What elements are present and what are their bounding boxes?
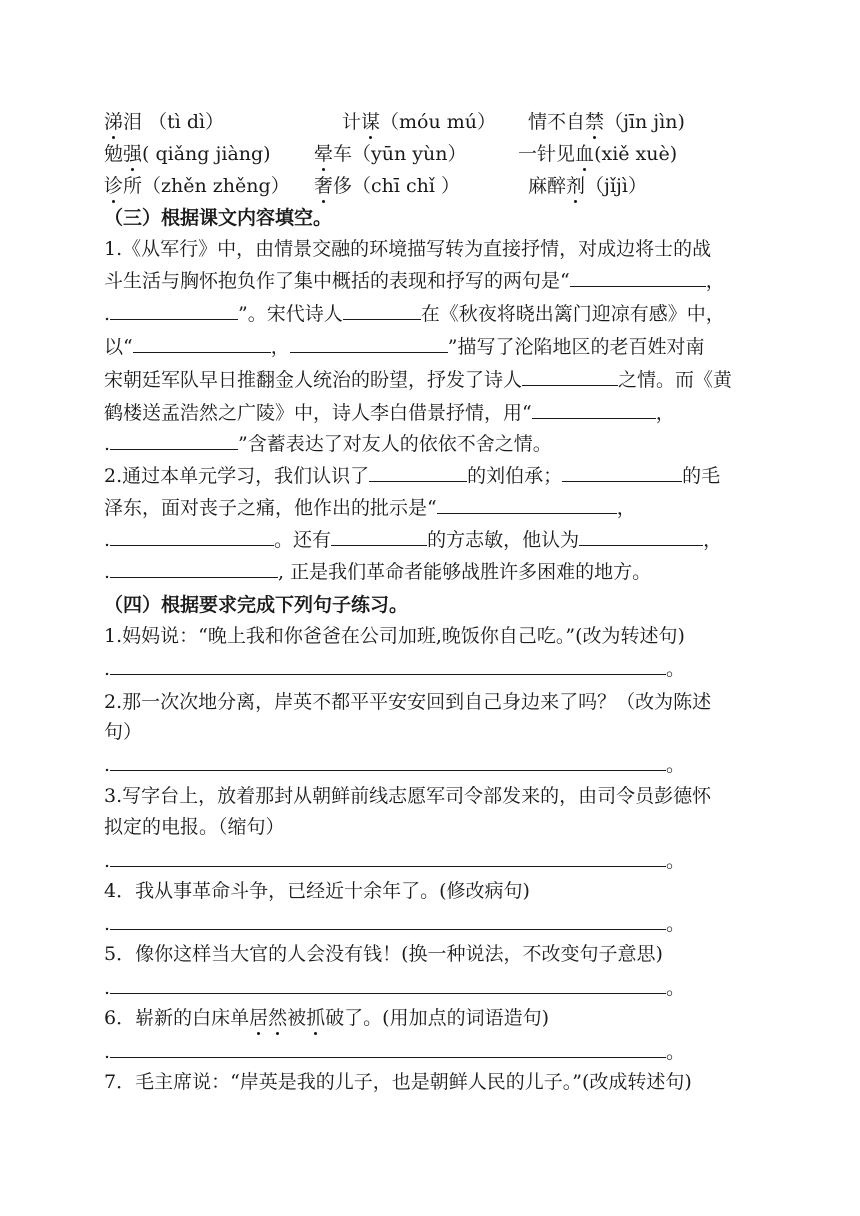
word-char: 见 xyxy=(556,143,576,165)
pinyin-word xyxy=(314,175,352,197)
pinyin-word xyxy=(314,143,352,165)
s3-q1-line5: 宋朝廷军队早日推翻金人统治的盼望，抒发了诗人 之情。而《黄 xyxy=(104,369,733,391)
answer-blank[interactable] xyxy=(110,752,666,771)
s3-q1-line6: 鹤楼送孟浩然之广陵》中，诗人李白借景抒情，用“ ， xyxy=(104,402,675,424)
pinyin-row-2 xyxy=(104,141,744,167)
pinyin-item xyxy=(518,141,677,167)
answer-blank[interactable] xyxy=(532,400,656,419)
pinyin-options: （yūn yùn） xyxy=(352,143,467,165)
pinyin-options: （chī chǐ ） xyxy=(352,175,461,197)
word-char: 不 xyxy=(547,111,567,133)
pinyin-word xyxy=(528,111,604,133)
s3-q2-line4: . , 正是我们革命者能够战胜许多困难的地方。 xyxy=(104,561,652,583)
answer-blank[interactable] xyxy=(110,911,666,930)
pinyin-options: （móu mú） xyxy=(380,111,497,133)
dotted-char: 居 xyxy=(249,1007,269,1029)
answer-blank[interactable] xyxy=(562,463,682,482)
s3-q1-line1: 1.《从军行》中，由情景交融的环境描写转为直接抒情，对成边将士的战 xyxy=(104,238,712,260)
answer-blank[interactable] xyxy=(110,975,666,994)
word-char: 勉 xyxy=(104,143,124,165)
dotted-char: 然 xyxy=(268,1007,288,1029)
s4-q2-line1: 2.那一次次地分离，岸英不都平平安安回到自己身边来了吗？（改为陈述 xyxy=(104,691,712,713)
answer-blank[interactable] xyxy=(110,848,666,867)
pinyin-item xyxy=(528,173,647,199)
pinyin-options: （zhěn zhěng） xyxy=(142,175,290,197)
word-char: 侈 xyxy=(333,175,353,197)
s4-q5: 5．像你这样当大官的人会没有钱！(换一种说法，不改变句子意思) xyxy=(104,943,663,965)
pinyin-word xyxy=(104,175,142,197)
pinyin-options: （jīn jìn) xyxy=(604,111,685,133)
s4-q7: 7．毛主席说：“岸英是我的儿子，也是朝鲜人民的儿子。”(改成转述句) xyxy=(104,1071,692,1093)
pinyin-item xyxy=(342,109,496,135)
word-char: 情 xyxy=(528,111,548,133)
answer-blank[interactable] xyxy=(110,559,278,578)
word-char: 所 xyxy=(123,175,143,197)
s4-q3-line1: 3.写字台上，放着那封从朝鲜前线志愿军司令部发来的，由司令员彭德怀 xyxy=(104,785,712,807)
s4-q3-answer-line: . 。 xyxy=(104,850,686,872)
pinyin-word xyxy=(104,143,142,165)
s4-q6-answer-line: . 。 xyxy=(104,1041,686,1063)
s4-q4-answer-line: . 。 xyxy=(104,913,686,935)
answer-blank[interactable] xyxy=(343,301,421,320)
s4-q1-answer-line: . 。 xyxy=(104,658,686,680)
dotted-char: 诊 xyxy=(104,175,124,197)
word-char: 醉 xyxy=(547,175,567,197)
s4-q6: 6．崭新的白床单居然被抓破了。(用加点的词语造句) xyxy=(104,1007,549,1029)
answer-blank[interactable] xyxy=(110,431,238,450)
dotted-char: 强 xyxy=(123,143,143,165)
section-4-heading: （四）根据要求完成下列句子练习。 xyxy=(104,594,409,616)
s3-q2-line3: . 。还有 的方志敏，他认为 ， xyxy=(104,529,723,551)
s3-q1-line4: 以“ ， ”描写了沦陷地区的老百姓对南 xyxy=(104,336,705,358)
dotted-char: 奢 xyxy=(314,175,334,197)
dotted-char: 抓 xyxy=(306,1007,326,1029)
pinyin-item xyxy=(104,173,290,199)
dotted-char: 涕 xyxy=(104,111,124,133)
pinyin-row-1 xyxy=(104,109,744,135)
word-char: 针 xyxy=(537,143,557,165)
dotted-char: 禁 xyxy=(585,111,605,133)
word-char: 自 xyxy=(566,111,586,133)
answer-blank[interactable] xyxy=(110,527,274,546)
pinyin-item xyxy=(314,141,467,167)
s4-q1: 1.妈妈说：“晚上我和你爸爸在公司加班,晚饭你自己吃。”(改为转述句) xyxy=(104,625,685,647)
s3-q2-line1: 2.通过本单元学习，我们认识了 的刘伯承； 的毛 xyxy=(104,465,721,487)
word-char: 计 xyxy=(342,111,362,133)
pinyin-word xyxy=(518,143,594,165)
answer-blank[interactable] xyxy=(331,527,427,546)
dotted-char: 晕 xyxy=(314,143,334,165)
pinyin-item xyxy=(104,141,271,167)
dotted-char: 血 xyxy=(575,143,595,165)
s3-q1-line3: . ”。宋代诗人 在《秋夜将晓出篱门迎凉有感》中， xyxy=(104,303,725,325)
pinyin-word xyxy=(342,111,380,133)
answer-blank[interactable] xyxy=(369,463,467,482)
word-char: 车 xyxy=(333,143,353,165)
dotted-char: 谋 xyxy=(361,111,381,133)
pinyin-word xyxy=(104,111,142,133)
pinyin-options: (xiě xuè) xyxy=(594,143,678,165)
s3-q2-line2: 泽东，面对丧子之痛，他作出的批示是“ ， xyxy=(104,497,636,519)
s4-q3-line2: 拟定的电报。（缩句） xyxy=(104,816,285,838)
answer-blank[interactable] xyxy=(522,367,618,386)
pinyin-item xyxy=(314,173,460,199)
s3-q1-line2: 斗生活与胸怀抱负作了集中概括的表现和抒写的两句是“ ， xyxy=(104,270,725,292)
word-char: 一 xyxy=(518,143,538,165)
answer-blank[interactable] xyxy=(437,495,617,514)
pinyin-options: （jǐjì） xyxy=(585,175,647,197)
answer-blank[interactable] xyxy=(290,334,448,353)
answer-blank[interactable] xyxy=(110,301,238,320)
pinyin-row-3 xyxy=(104,173,744,199)
s4-q2-line2: 句） xyxy=(104,721,143,743)
answer-blank[interactable] xyxy=(570,268,706,287)
dotted-char: 剂 xyxy=(566,175,586,197)
answer-blank[interactable] xyxy=(579,527,703,546)
answer-blank[interactable] xyxy=(110,656,666,675)
pinyin-item xyxy=(528,109,685,135)
word-char: 麻 xyxy=(528,175,548,197)
pinyin-item xyxy=(104,109,224,135)
answer-blank[interactable] xyxy=(110,1039,666,1058)
s4-q2-answer-line: . 。 xyxy=(104,754,686,776)
answer-blank[interactable] xyxy=(133,334,271,353)
s4-q4: 4．我从事革命斗争，已经近十余年了。(修改病句) xyxy=(104,880,530,902)
pinyin-options: ( qiǎng jiàng) xyxy=(142,143,271,165)
s4-q5-answer-line: . 。 xyxy=(104,977,686,999)
word-char: 泪 xyxy=(123,111,143,133)
pinyin-options: （tì dì） xyxy=(142,111,225,133)
section-3-heading: （三）根据课文内容填空。 xyxy=(104,207,333,229)
pinyin-word xyxy=(528,175,585,197)
s3-q1-line7: . ”含蓄表达了对友人的依依不舍之情。 xyxy=(104,433,552,455)
